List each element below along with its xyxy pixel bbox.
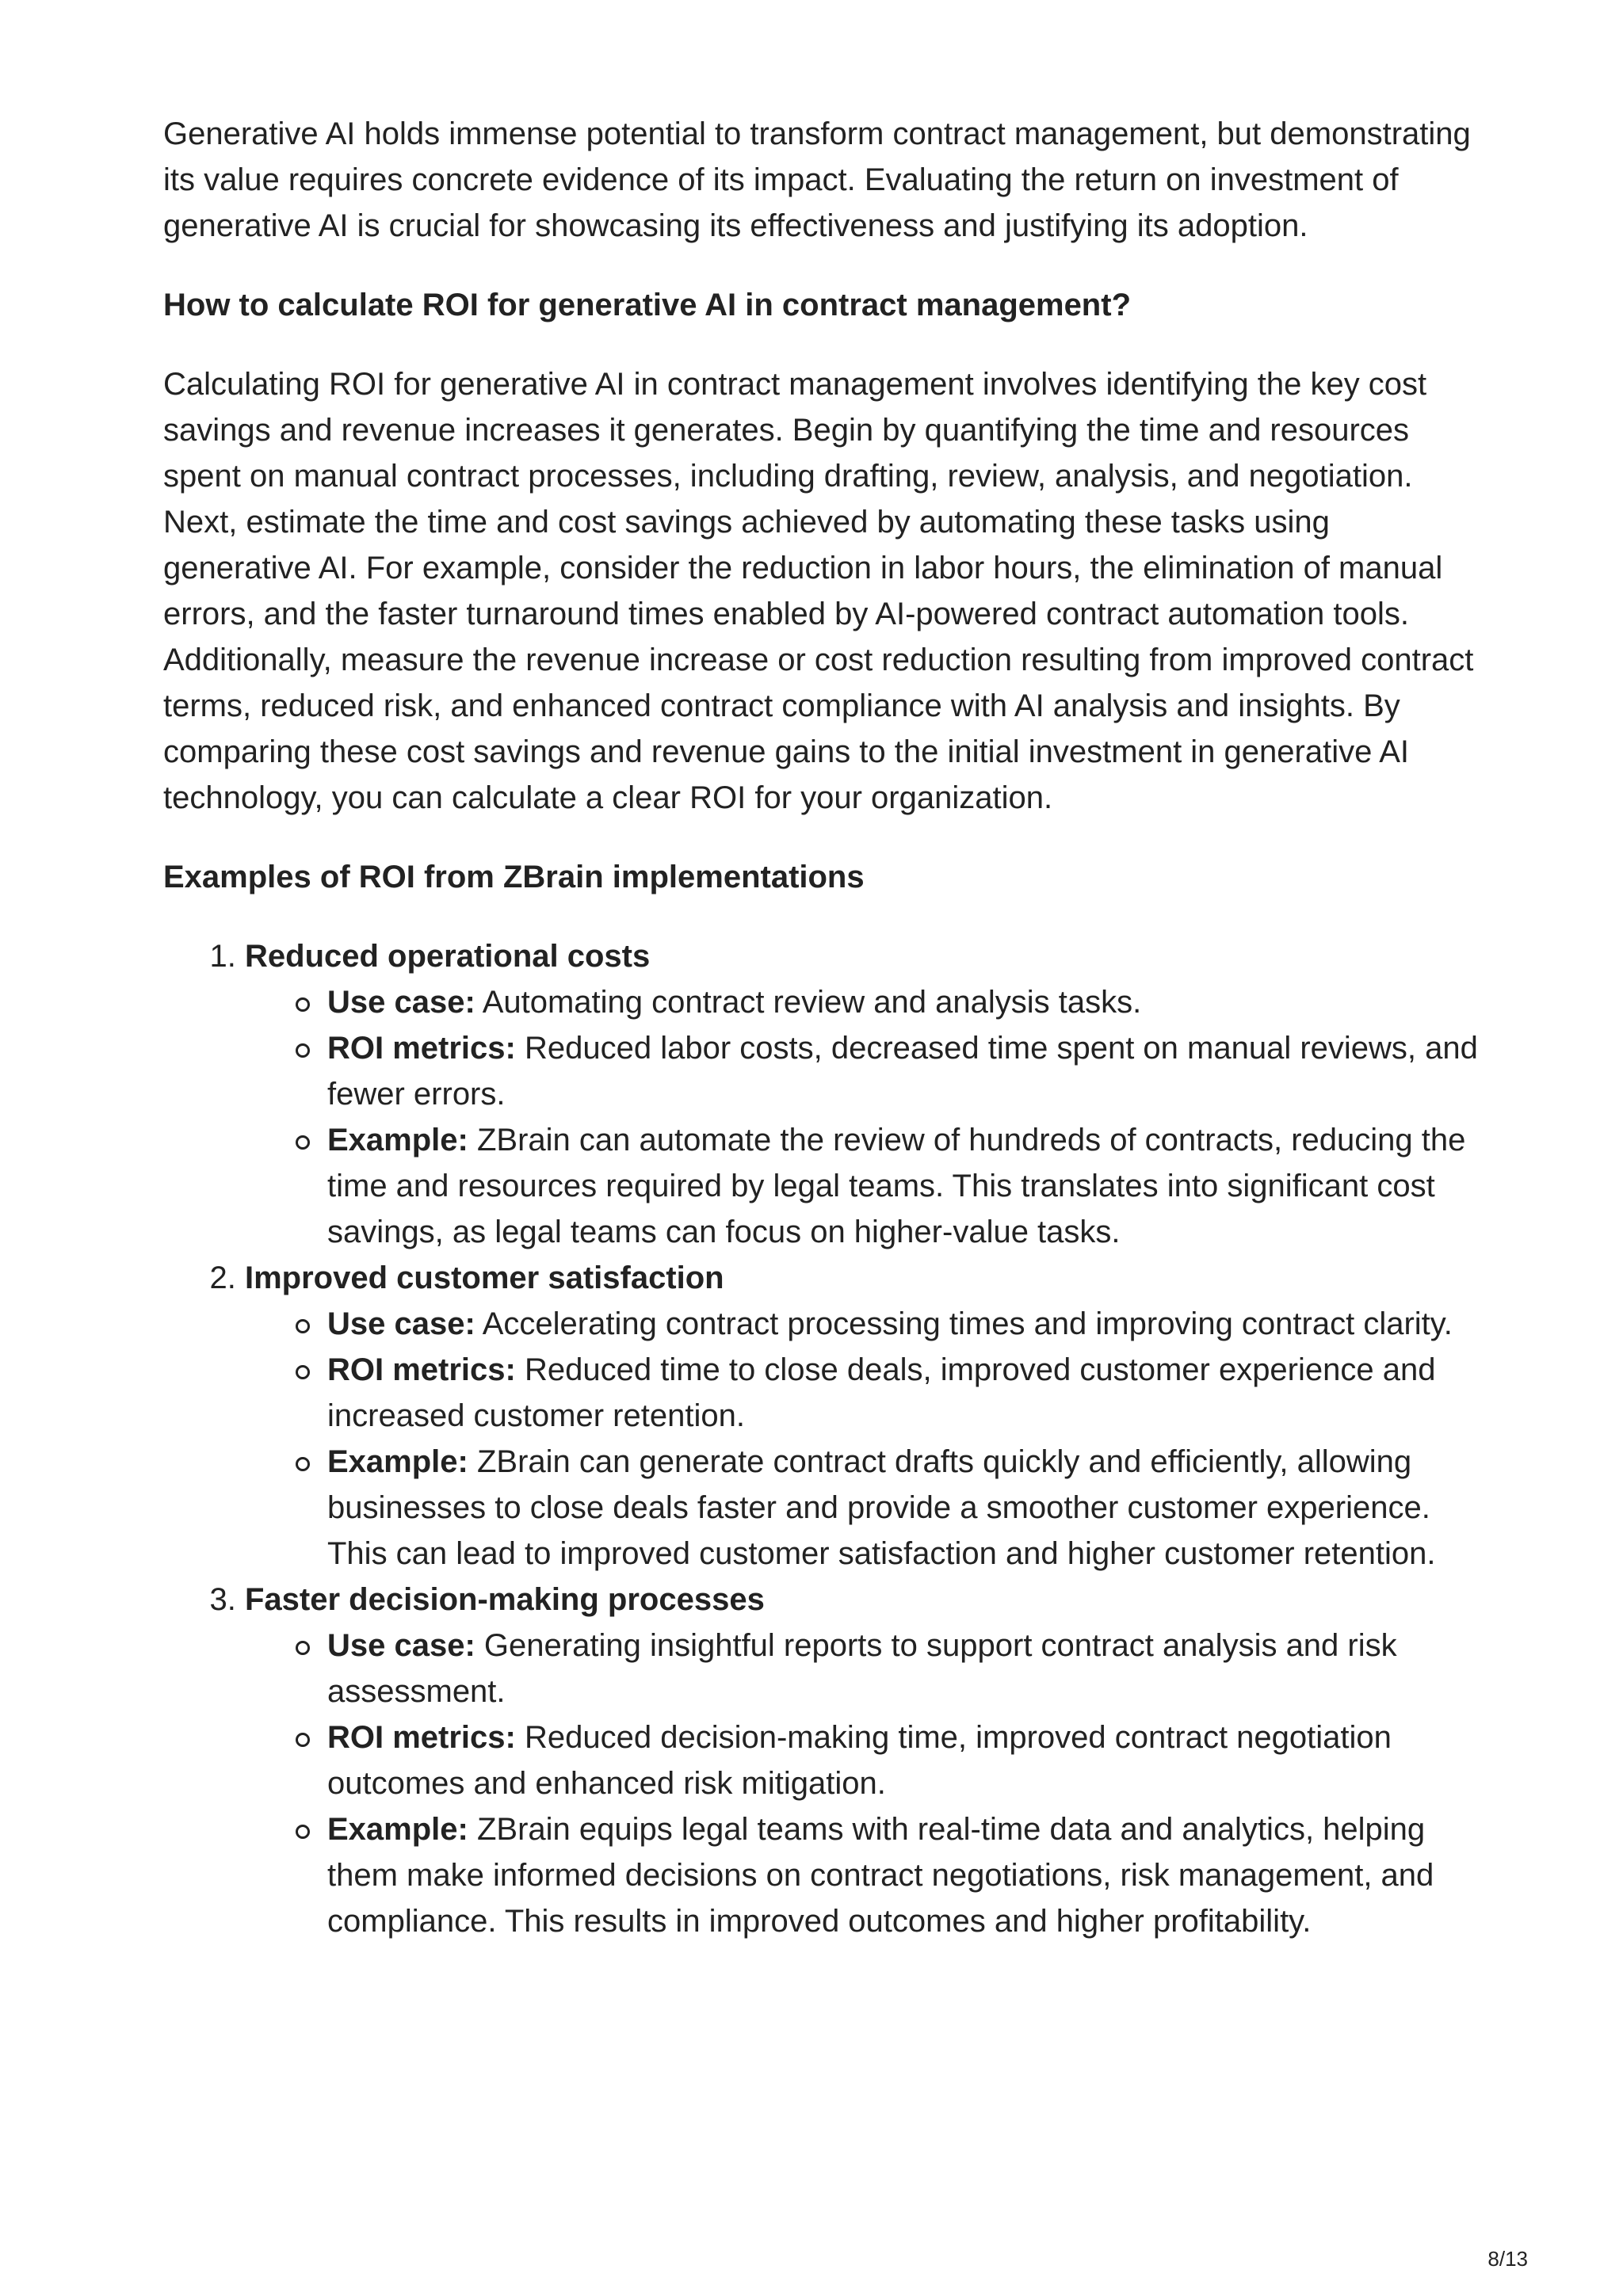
roi-metrics-text: Reduced time to close deals, improved customer experience and increased customer retention.	[327, 1352, 1436, 1433]
item-title: Improved customer satisfaction	[245, 1261, 724, 1295]
sub-list	[245, 979, 1479, 1255]
roi-metrics-text: Reduced decision-making time, improved contract negotiation outcomes and enhanced risk mitigation.	[327, 1720, 1392, 1801]
roi-examples-list	[163, 933, 1479, 1944]
roi-examples-heading: Examples of ROI from ZBrain implementations	[163, 860, 865, 894]
use-case-text: Accelerating contract processing times and improving contract clarity.	[482, 1306, 1453, 1341]
sub-list-item	[327, 1117, 1479, 1255]
list-item	[245, 933, 1479, 1255]
use-case-text: Automating contract review and analysis tasks.	[482, 985, 1142, 1020]
example-text: ZBrain equips legal teams with real-time data and analytics, helping them make informed decisions on contract negotiations, risk management, and compliance. This results in improved outcomes and higher profitability.	[327, 1812, 1434, 1939]
sub-list-item	[327, 1439, 1479, 1577]
example-label: Example:	[327, 1812, 468, 1847]
intro-paragraph: Generative AI holds immense potential to transform contract management, but demonstrating its value requires concrete evidence of its impact. Evaluating the return on investment of generative AI is crucial for showcasing its effectiveness and justifying its adoption.	[163, 116, 1471, 243]
sub-list-item	[327, 1806, 1479, 1944]
list-item	[245, 1255, 1479, 1577]
roi-metrics-label: ROI metrics:	[327, 1031, 516, 1066]
use-case-label: Use case:	[327, 1306, 475, 1341]
example-label: Example:	[327, 1123, 468, 1158]
use-case-label: Use case:	[327, 1628, 475, 1663]
sub-list	[245, 1301, 1479, 1577]
example-text: ZBrain can generate contract drafts quickly and efficiently, allowing businesses to close deals faster and provide a smoother customer experience. This can lead to improved customer satisfaction and higher customer retention.	[327, 1444, 1436, 1571]
roi-calculation-paragraph: Calculating ROI for generative AI in contract management involves identifying the key cost savings and revenue increases it generates. Begin by quantifying the time and resources spent on manual contract processes, including drafting, review, analysis, and negotiation. Next, estimate the time and cost savings achieved by automating these tasks using generative AI. For example, consider the reduction in labor hours, the elimination of manual errors, and the faster turnaround times enabled by AI-powered contract automation tools. Additionally, measure the revenue increase or cost reduction resulting from improved contract terms, reduced risk, and enhanced contract compliance with AI analysis and insights. By comparing these cost savings and revenue gains to the initial investment in generative AI technology, you can calculate a clear ROI for your organization.	[163, 367, 1474, 815]
list-item	[245, 1577, 1479, 1944]
sub-list-item	[327, 1301, 1479, 1347]
sub-list-item	[327, 1714, 1479, 1806]
roi-metrics-text: Reduced labor costs, decreased time spent on manual reviews, and fewer errors.	[327, 1031, 1478, 1112]
roi-calculation-heading: How to calculate ROI for generative AI in contract management?	[163, 288, 1131, 322]
document-page	[163, 111, 1479, 1944]
sub-list-item	[327, 1025, 1479, 1117]
roi-metrics-label: ROI metrics:	[327, 1352, 516, 1387]
sub-list-item	[327, 1347, 1479, 1439]
page-number: 8/13	[1487, 2247, 1528, 2271]
example-label: Example:	[327, 1444, 468, 1479]
sub-list-item	[327, 979, 1479, 1025]
use-case-text: Generating insightful reports to support contract analysis and risk assessment.	[327, 1628, 1397, 1709]
use-case-label: Use case:	[327, 985, 475, 1020]
sub-list	[245, 1623, 1479, 1944]
item-title: Reduced operational costs	[245, 939, 651, 974]
example-text: ZBrain can automate the review of hundreds of contracts, reducing the time and resources required by legal teams. This translates into significant cost savings, as legal teams can focus on higher-value tasks.	[327, 1123, 1466, 1249]
sub-list-item	[327, 1623, 1479, 1714]
roi-metrics-label: ROI metrics:	[327, 1720, 516, 1755]
item-title: Faster decision-making processes	[245, 1582, 765, 1617]
